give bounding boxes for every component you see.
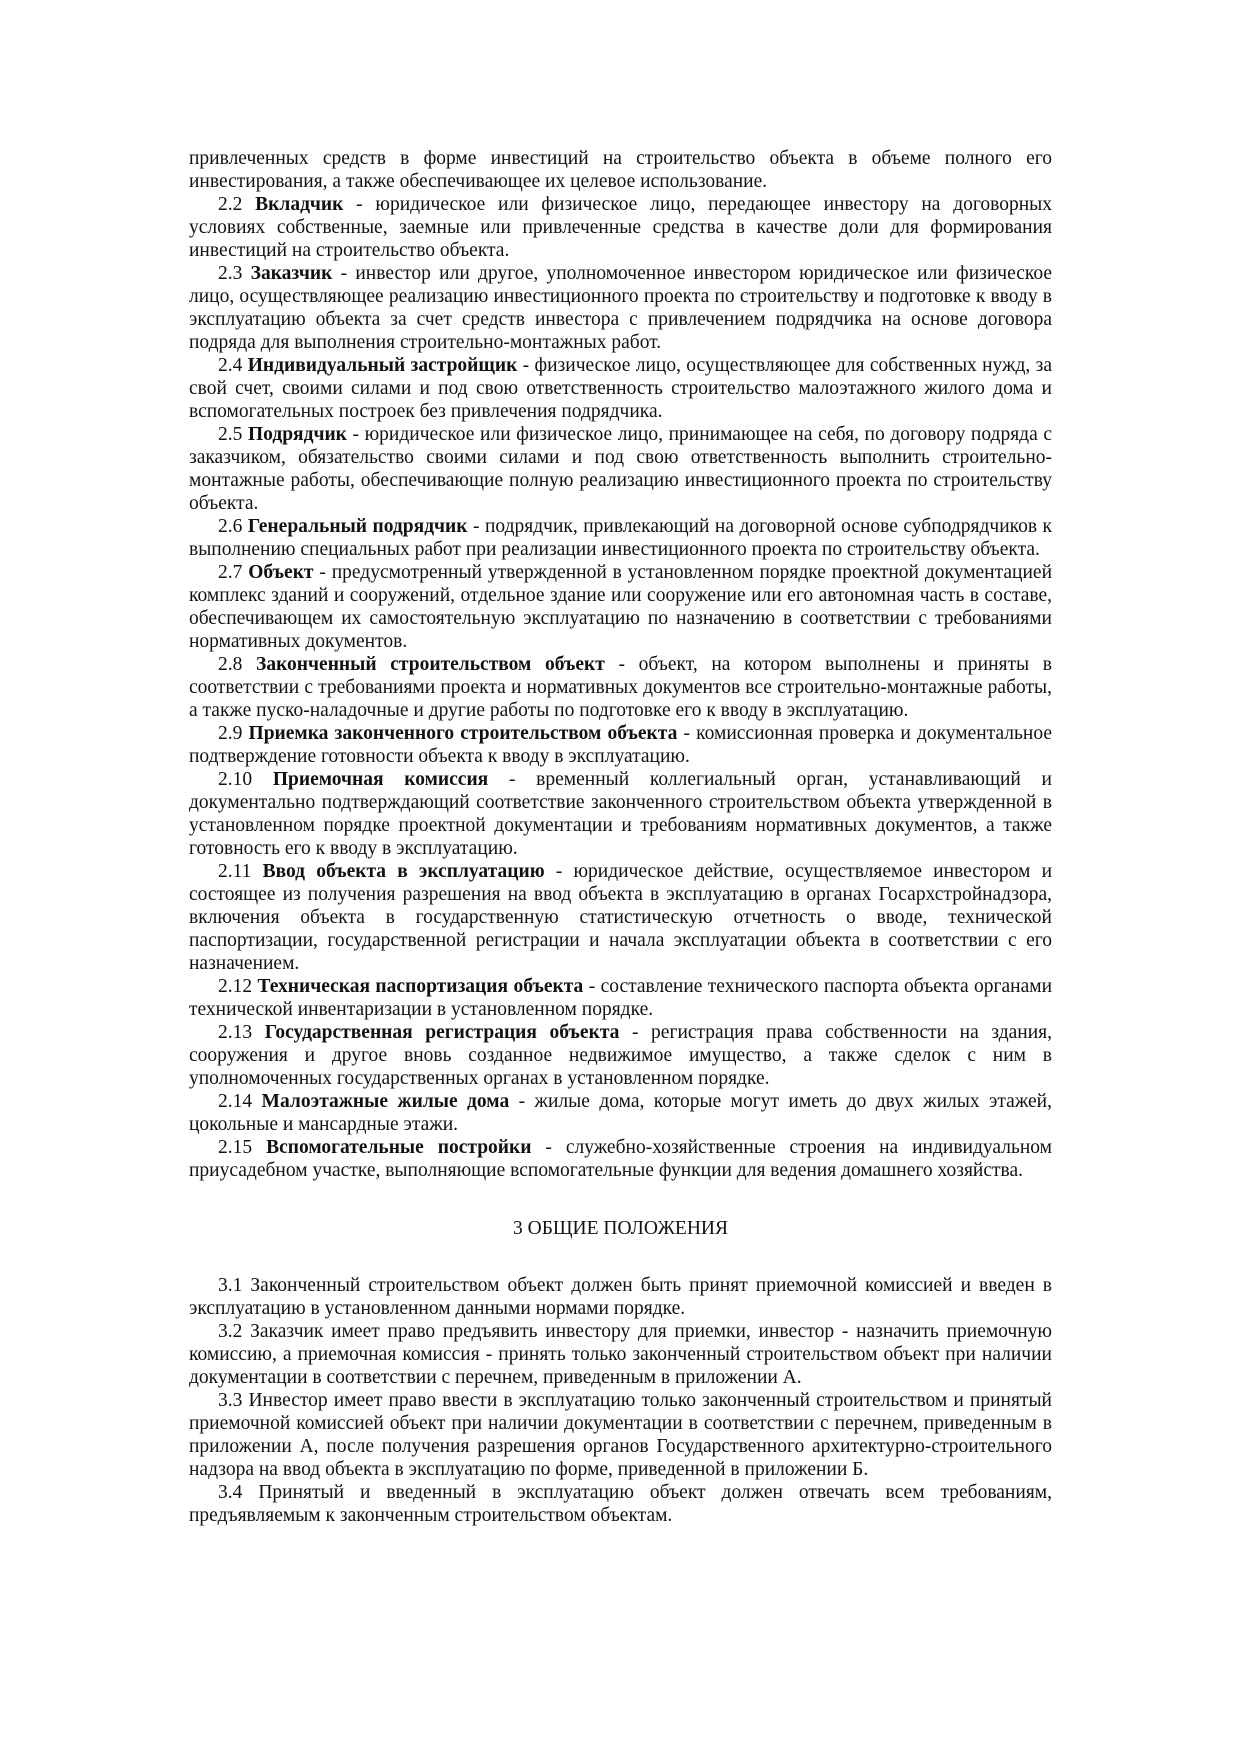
section-3-heading: 3 ОБЩИЕ ПОЛОЖЕНИЯ xyxy=(512,1218,728,1239)
definition-text: - предусмотренный утвержденной в установленном порядке проектной документацией комплекс зданий и сооружений, отдельное здание или сооружение или его автономная часть в составе, обеспечивающем их самостоятельную эксплуатацию по назначению в соответствии с требованиями нормативных документов. xyxy=(189,562,1052,652)
definition-2-8 xyxy=(189,653,1052,722)
definition-2-14 xyxy=(189,1090,1052,1136)
definition-2-2 xyxy=(189,193,1052,262)
definition-term: Подрядчик xyxy=(247,424,347,445)
definition-text: - подрядчик, привлекающий на договорной основе субподрядчиков к выполнению специальных работ при реализации инвестиционного проекта по строительству объекта. xyxy=(189,516,1053,560)
definition-text: - служебно-хозяйственные строения на индивидуальном приусадебном участке, выполняющие вспомогательные функции для ведения домашнего хозяйства. xyxy=(189,1137,1053,1181)
definition-number: 2.11 xyxy=(218,861,252,882)
definition-2-3 xyxy=(189,262,1052,354)
definition-number: 2.14 xyxy=(218,1091,253,1112)
definition-term: Вкладчик xyxy=(255,194,344,215)
definition-2-11 xyxy=(189,860,1052,975)
definition-number: 2.12 xyxy=(218,976,253,997)
definition-text: - комиссионная проверка и документальное подтверждение готовности объекта к вводу в эксплуатацию. xyxy=(189,723,1052,767)
definition-text: - составление технического паспорта объекта органами технической инвентаризации в установленном порядке. xyxy=(189,976,1053,1020)
definition-term: Вспомогательные постройки xyxy=(266,1137,532,1158)
definition-number: 2.13 xyxy=(218,1022,253,1043)
definition-term: Заказчик xyxy=(250,263,333,284)
definition-term: Ввод объекта в эксплуатацию xyxy=(262,861,545,882)
definition-term: Приемка законченного строительством объекта xyxy=(248,723,678,744)
definition-text: - жилые дома, которые могут иметь до двух жилых этажей, цокольные и мансардные этажи. xyxy=(189,1091,1052,1135)
definition-number: 2.2 xyxy=(218,194,243,215)
definition-term: Техническая паспортизация объекта xyxy=(257,976,584,997)
definition-number: 2.8 xyxy=(218,654,243,675)
definition-number: 2.9 xyxy=(218,723,243,744)
definition-2-4 xyxy=(189,354,1052,423)
intro-paragraph: привлеченных средств в форме инвестиций на строительство объекта в объеме полного его инвестирования, а также обеспечивающее их целевое использование. xyxy=(189,148,1052,192)
definition-number: 2.15 xyxy=(218,1137,253,1158)
definition-term: Государственная регистрация объекта xyxy=(264,1022,620,1043)
definition-number: 2.4 xyxy=(218,355,243,376)
document-page xyxy=(189,147,1052,1527)
definition-term: Приемочная комиссия xyxy=(272,769,489,790)
definition-text: - регистрация права собственности на здания, сооружения и другое вновь созданное недвижимое имущество, а также сделок с ним в уполномоченных государственных органах в установленном порядке. xyxy=(189,1022,1052,1089)
definition-term: Законченный строительством объект xyxy=(256,654,605,675)
definition-2-15 xyxy=(189,1136,1052,1182)
definition-2-5 xyxy=(189,423,1052,515)
definition-text: - юридическое или физическое лицо, передающее инвестору на договорных условиях собственные, заемные или привлеченные средства в качестве доли для формирования инвестиций на строительство объекта. xyxy=(189,194,1052,261)
section-3-paragraph-3: 3.3 Инвестор имеет право ввести в эксплуатацию только законченный строительством и принятый приемочной комиссией объект при наличии документации в соответствии с перечнем, приведенным в приложении А, после получения разрешения органов Государственного архитектурно-строительного надзора на ввод объекта в эксплуатацию по форме, приведенной в приложении Б. xyxy=(189,1390,1052,1480)
definition-term: Малоэтажные жилые дома xyxy=(261,1091,510,1112)
definition-number: 2.6 xyxy=(218,516,243,537)
definition-text: - юридическое действие, осуществляемое инвестором и состоящее из получения разрешения на ввод объекта в эксплуатацию в органах Госархстройнадзора, включения объекта в государственную статистическую отчетность о вводе, технической паспортизации, государственной регистрации и начала эксплуатации объекта в соответствии с его назначением. xyxy=(189,861,1053,974)
definition-2-12 xyxy=(189,975,1052,1021)
definition-2-10 xyxy=(189,768,1052,860)
definition-term: Объект xyxy=(248,562,314,583)
definition-number: 2.7 xyxy=(218,562,243,583)
definition-text: - инвестор или другое, уполномоченное инвестором юридическое или физическое лицо, осуществляющее реализацию инвестиционного проекта по строительству и подготовке к вводу в эксплуатацию объекта за счет средств инвестора с привлечением подрядчика на основе договора подряда для выполнения строительно-монтажных работ. xyxy=(189,263,1052,353)
section-3-paragraph-1: 3.1 Законченный строительством объект должен быть принят приемочной комиссией и введен в эксплуатацию в установленном данными нормами порядке. xyxy=(189,1275,1052,1319)
definition-term: Генеральный подрядчик xyxy=(247,516,468,537)
definition-number: 2.5 xyxy=(218,424,243,445)
definition-2-6 xyxy=(189,515,1052,561)
definition-number: 2.10 xyxy=(218,769,253,790)
definition-2-9 xyxy=(189,722,1052,768)
definition-text: - физическое лицо, осуществляющее для собственных нужд, за свой счет, своими силами и под свою ответственность строительство малоэтажного жилого дома и вспомогательных построек без привлечения подрядчика. xyxy=(189,355,1052,422)
definition-text: - юридическое или физическое лицо, принимающее на себя, по договору подряда с заказчиком, обязательство своими силами и под свою ответственность выполнить строительно-монтажные работы, обеспечивающие полную реализацию инвестиционного проекта по строительству объекта. xyxy=(189,424,1052,514)
definition-term: Индивидуальный застройщик xyxy=(247,355,518,376)
definition-text: - временный коллегиальный орган, устанавливающий и документально подтверждающий соответствие законченного строительством объекта утвержденной в установленном порядке проектной документации и требованиям нормативных документов, а также готовность его к вводу в эксплуатацию. xyxy=(189,769,1052,859)
definition-2-7 xyxy=(189,561,1052,653)
section-3-paragraph-2: 3.2 Заказчик имеет право предъявить инвестору для приемки, инвестор - назначить приемочную комиссию, а приемочная комиссия - принять только законченный строительством объект при наличии документации в соответствии с перечнем, приведенным в приложении А. xyxy=(189,1321,1052,1388)
definition-text: - объект, на котором выполнены и приняты в соответствии с требованиями проекта и нормативных документов все строительно-монтажные работы, а также пуско-наладочные и другие работы по подготовке его к вводу в эксплуатацию. xyxy=(189,654,1052,721)
definition-2-13 xyxy=(189,1021,1052,1090)
definition-number: 2.3 xyxy=(218,263,243,284)
section-3-paragraph-4: 3.4 Принятый и введенный в эксплуатацию объект должен отвечать всем требованиям, предъявляемым к законченным строительством объектам. xyxy=(189,1482,1052,1526)
